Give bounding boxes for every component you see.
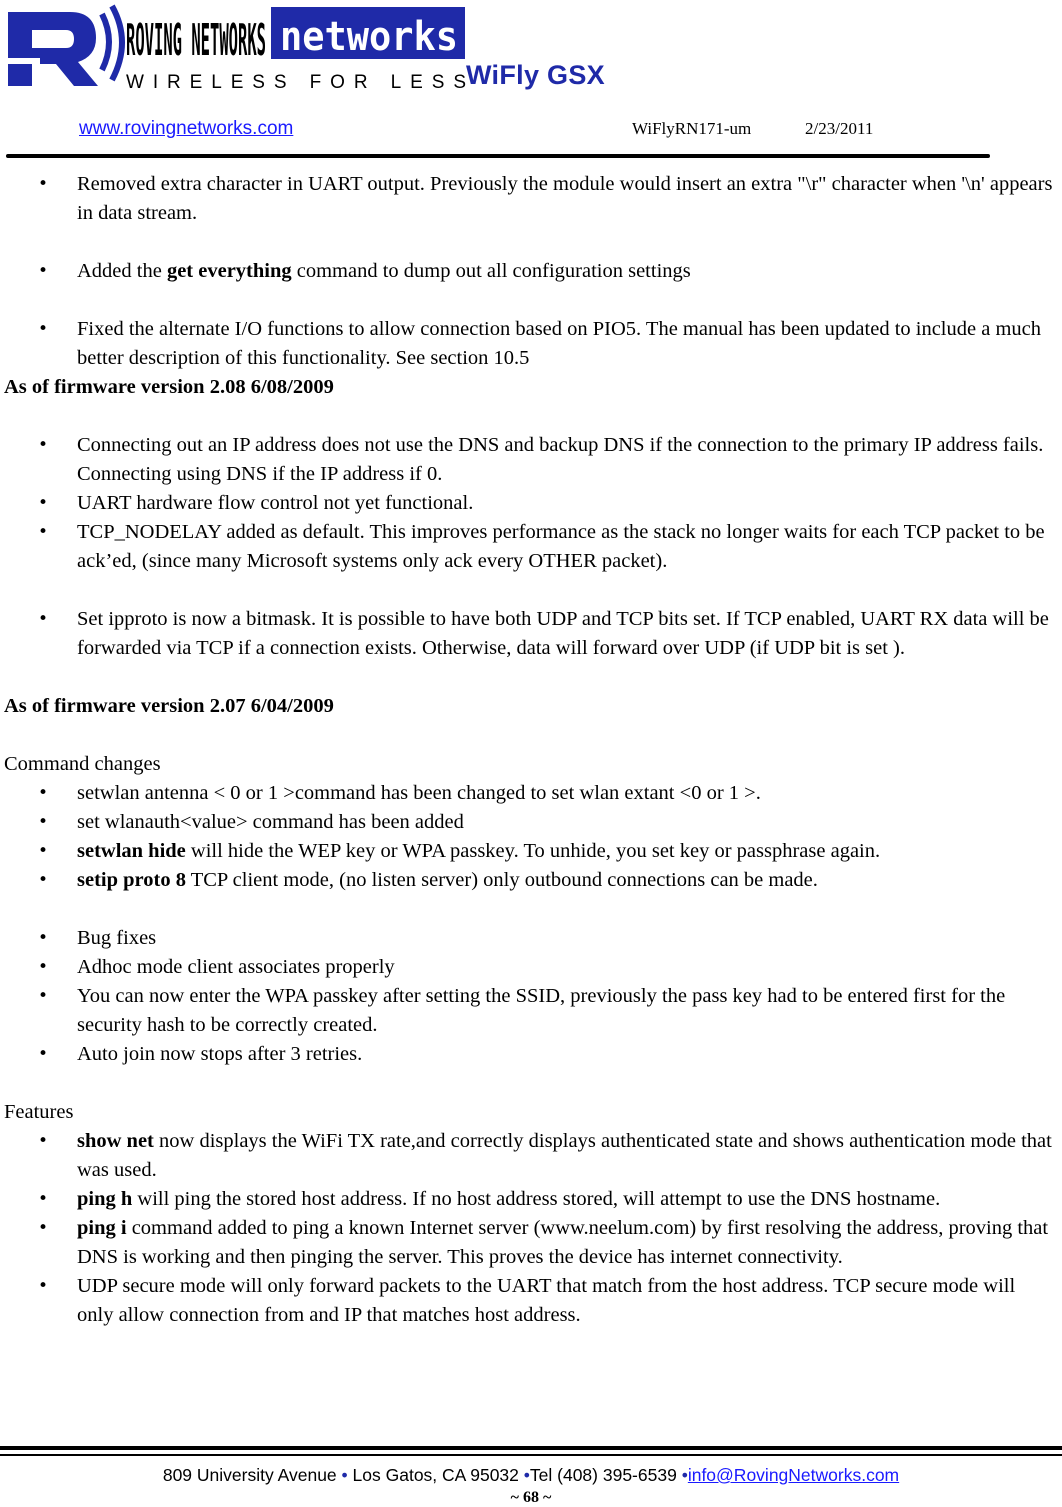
footer-city: Los Gatos, CA 95032	[347, 1465, 524, 1485]
document-body	[4, 170, 1054, 1330]
bug-fixes-list	[4, 924, 1054, 1069]
list-item: • Auto join now stops after 3 retries.	[4, 1040, 1054, 1069]
list-item: • Bug fixes	[4, 924, 1054, 953]
list-item: • Fixed the alternate I/O functions to allow connection based on PIO5. The manual has been updated to include a much better description of this functionality. See section 10.5	[4, 315, 1054, 373]
list-item: • Adhoc mode client associates properly	[4, 953, 1054, 982]
logo-roving: ROVING NETWORKS	[126, 15, 266, 66]
list-item: • ping h will ping the stored host address. If no host address stored, will attempt to use the DNS hostname.	[4, 1185, 1054, 1214]
bullet-separator-icon: •	[341, 1465, 348, 1485]
features-label: Features	[4, 1101, 74, 1123]
footer-street: 809 University Avenue	[162, 1465, 342, 1485]
list-item: • setwlan hide will hide the WEP key or WPA passkey. To unhide, you set key or passphrase again.	[4, 837, 1054, 866]
document-id: WiFlyRN171-um	[632, 119, 752, 138]
footer-email-link[interactable]: info@RovingNetworks.com	[687, 1465, 900, 1485]
header-url-link[interactable]: www.rovingnetworks.com	[79, 118, 294, 139]
list-item: • UDP secure mode will only forward packets to the UART that match from the host address. TCP secure mode will only allow connection from and IP that matches host address.	[4, 1272, 1054, 1330]
features-list	[4, 1127, 1054, 1330]
footer-address	[0, 1465, 1062, 1486]
list-item: • TCP_NODELAY added as default. This improves performance as the stack no longer waits for each TCP packet to be ack’ed, (since many Microsoft systems only ack every OTHER packet).	[4, 518, 1054, 576]
list-item: • set wlanauth<value> command has been added	[4, 808, 1054, 837]
footer-divider	[0, 1446, 1062, 1450]
footer-divider-thin	[0, 1454, 1062, 1456]
bullet-separator-icon: •	[523, 1465, 530, 1485]
roving-networks-logo	[0, 0, 470, 92]
intro-bullet-list	[4, 170, 1054, 373]
footer-phone: Tel (408) 395-6539	[529, 1465, 682, 1485]
svg-text:networks: networks	[280, 14, 458, 60]
list-item: • UART hardware flow control not yet functional.	[4, 489, 1054, 518]
logo-tagline: WIRELESS FOR LESS	[126, 72, 466, 92]
page-number: ~ 68 ~	[510, 1489, 552, 1506]
list-item: • Added the get everything command to dump out all configuration settings	[4, 257, 1054, 286]
section-heading-2-07: As of firmware version 2.07 6/04/2009	[4, 695, 334, 717]
list-item: • setip proto 8 TCP client mode, (no listen server) only outbound connections can be made.	[4, 866, 1054, 895]
list-item: • ping i command added to ping a known Internet server (www.neelum.com) by first resolving the address, proving that DNS is working and then pinging the server. This proves the device has internet connectivity.	[4, 1214, 1054, 1272]
list-item: • Set ipproto is now a bitmask. It is possible to have both UDP and TCP bits set. If TCP enabled, UART RX data will be forwarded via TCP if a connection exists. Otherwise, data will forward over UDP (if UDP bit is set ).	[4, 605, 1054, 663]
bullet-separator-icon: •	[681, 1465, 688, 1485]
product-name: WiFly GSX	[466, 60, 605, 90]
section-heading-2-08: As of firmware version 2.08 6/08/2009	[4, 376, 334, 398]
command-changes-label: Command changes	[4, 753, 161, 775]
list-item: • setwlan antenna < 0 or 1 >command has been changed to set wlan extant <0 or 1 >.	[4, 779, 1054, 808]
list-item: • Removed extra character in UART output. Previously the module would insert an extra "\r" character when '\n' appears in data stream.	[4, 170, 1054, 228]
document-date: 2/23/2011	[805, 119, 874, 138]
v208-bullet-list	[4, 431, 1054, 663]
header-divider	[6, 154, 990, 158]
command-changes-list	[4, 779, 1054, 895]
list-item: • Connecting out an IP address does not use the DNS and backup DNS if the connection to the primary IP address fails. Connecting using DNS if the IP address if 0.	[4, 431, 1054, 489]
list-item: • show net now displays the WiFi TX rate,and correctly displays authenticated state and shows authentication mode that was used.	[4, 1127, 1054, 1185]
list-item: • You can now enter the WPA passkey after setting the SSID, previously the pass key had to be entered first for the security hash to be correctly created.	[4, 982, 1054, 1040]
